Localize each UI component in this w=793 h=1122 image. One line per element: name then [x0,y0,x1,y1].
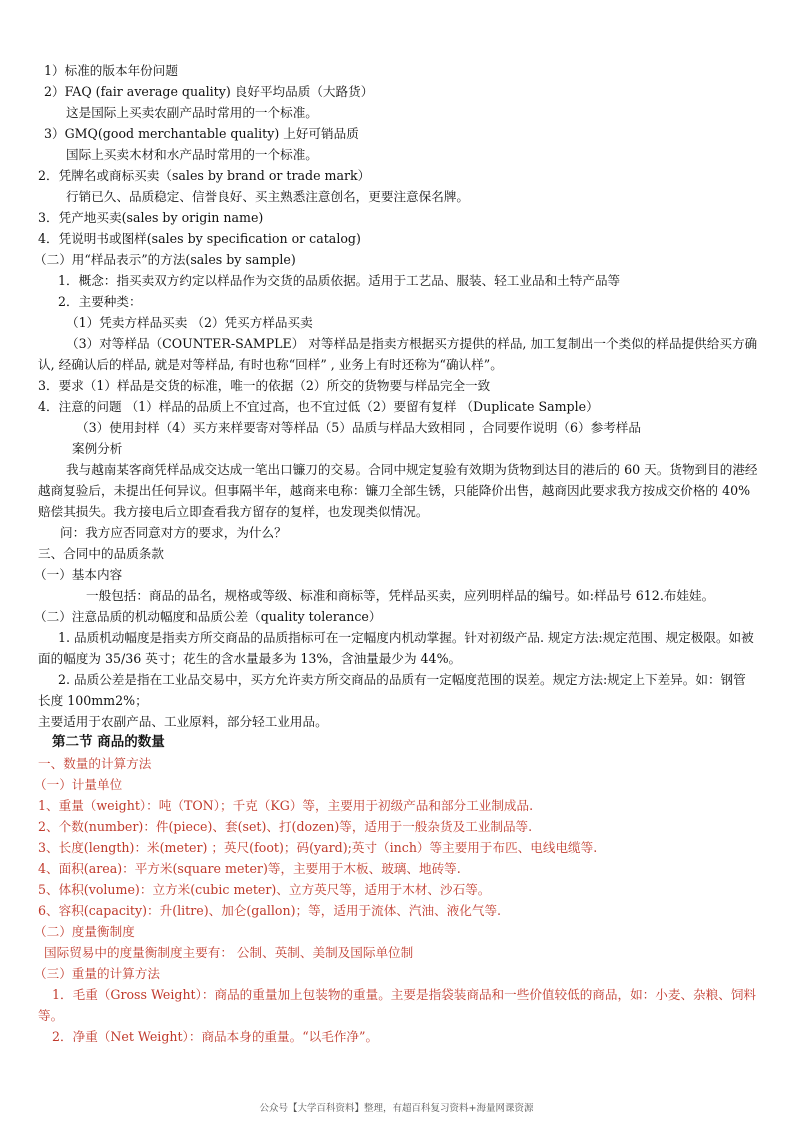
section-heading: 一、数量的计算方法 [38,756,152,771]
text-line: 1．概念：指买卖双方约定以样品作为交货的品质依据。适用于工艺品、服装、轻工业品和土特产品等 [58,273,621,288]
text-line: 2．凭牌名或商标买卖（sales by brand or trade mark） [38,168,371,183]
page-footer: 公众号【大学百科资料】整理，有超百科复习资料+海量网课资源 [259,1103,534,1114]
text-line: 4．凭说明书或图样(sales by specification or catalog) [38,231,361,246]
text-line: 3、长度(length)：米(meter) ；英尺(foot)；码(yard);英寸（inch）等主要用于布匹、电线电缆等. [38,840,598,855]
text-line: （二）注意品质的机动幅度和品质公差（quality tolerance） [34,609,382,624]
text-line: 国际贸易中的度量衡制度主要有： 公制、英制、美制及国际单位制 [44,945,414,960]
text-line: 3．凭产地买卖(sales by origin name) [38,210,264,225]
text-line: 国际上买卖木材和水产品时常用的一个标准。 [66,147,318,162]
text-line: （3）使用封样（4）买方来样要寄对等样品（5）品质与样品大致相同 ，合同要作说明（6）参考样品 [76,420,641,435]
text-paragraph: 2. 品质公差是指在工业品交易中，买方允许卖方所交商品的品质有一定幅度范围的误差。规定方法:规定上下差异。如：钢管长度 100mm2%； [38,672,746,708]
text-line: （三）重量的计算方法 [34,966,160,981]
text-paragraph: 1. 品质机动幅度是指卖方所交商品的品质指标可在一定幅度内机动掌握。针对初级产品. 规定方法:规定范围、规定极限。如被面的幅度为 35/36 英寸；花生的含水量最多为 13%，含油量最少为 44%。 [38,630,754,666]
text-line: （一）计量单位 [34,777,123,792]
text-line: 这是国际上买卖农副产品时常用的一个标准。 [66,105,318,120]
text-line: 问：我方应否同意对方的要求，为什么？ [60,525,287,540]
text-line: 5、体积(volume)：立方米(cubic meter)、立方英尺等，适用于木材、沙石等。 [38,882,491,897]
section-heading: 三、合同中的品质条款 [38,546,164,561]
text-paragraph: （3）对等样品（COUNTER-SAMPLE） 对等样品是指卖方根据买方提供的样品, 加工复制出一个类似的样品提供给买方确认, 经确认后的样品, 就是对等样品, 有时也称“回样” , 业务上有时还称为“确认样”。 [38,336,758,372]
text-line: 行销已久、品质稳定、信誉良好、买主熟悉注意创名，更要注意保名牌。 [66,189,469,204]
text-line: 2、个数(number)：件(piece)、套(set)、打(dozen)等，适用于一般杂货及工业制品等. [38,819,533,834]
text-line: （二）度量衡制度 [34,924,135,939]
text-line: 1、重量（weight）：吨（TON）；千克（KG）等，主要用于初级产品和部分工业制成品. [38,798,534,813]
text-line: （1）凭卖方样品买卖 （2）凭买方样品买卖 [66,315,313,330]
text-line: 案例分析 [72,441,123,456]
text-line: 6、容积(capacity)：升(litre)、加仑(gallon)；等，适用于流体、汽油、液化气等. [38,903,502,918]
text-line: （二）用“样品表示”的方法(sales by sample) [34,252,296,267]
text-line: 2．净重（Net Weight）：商品本身的重量。“以毛作净”。 [52,1029,379,1044]
text-line: 主要适用于农副产品、工业原料，部分轻工业用品。 [38,714,328,729]
text-line: 3）GMQ(good merchantable quality) 上好可销品质 [44,126,359,141]
text-line: （一）基本内容 [34,567,123,582]
text-line: 4、面积(area)：平方米(square meter)等，主要用于木板、玻璃、地砖等. [38,861,461,876]
text-line: 一般包括：商品的品名，规格或等级、标准和商标等，凭样品买卖，应列明样品的编号。如:样品号 612.布娃娃。 [86,588,715,603]
text-line: 1）标准的版本年份问题 [44,63,178,78]
case-paragraph: 我与越南某客商凭样品成交达成一笔出口镰刀的交易。合同中规定复验有效期为货物到达目的港后的 60 天。货物到目的港经越商复验后，未提出任何异议。但事隔半年，越商来电称：镰刀全部生锈，只能降价出售，越商因此要求我方按成交价格的 40%赔偿其损失。我方接电后立即查看我方留存的复样，也发现类似情况。 [38,462,758,519]
text-line: 2．主要种类： [58,294,142,309]
text-line: 3．要求（1）样品是交货的标准，唯一的依据（2）所交的货物要与样品完全一致 [38,378,491,393]
text-paragraph: 1．毛重（Gross Weight）：商品的重量加上包装物的重量。主要是指袋装商品和一些价值较低的商品，如：小麦、杂粮、饲料等。 [38,987,757,1023]
text-line: 4．注意的问题 （1）样品的品质上不宜过高，也不宜过低（2）要留有复样 （Duplicate Sample） [38,399,599,414]
text-line: 2）FAQ (fair average quality) 良好平均品质（大路货） [44,84,374,99]
section-title: 第二节 商品的数量 [52,734,165,750]
